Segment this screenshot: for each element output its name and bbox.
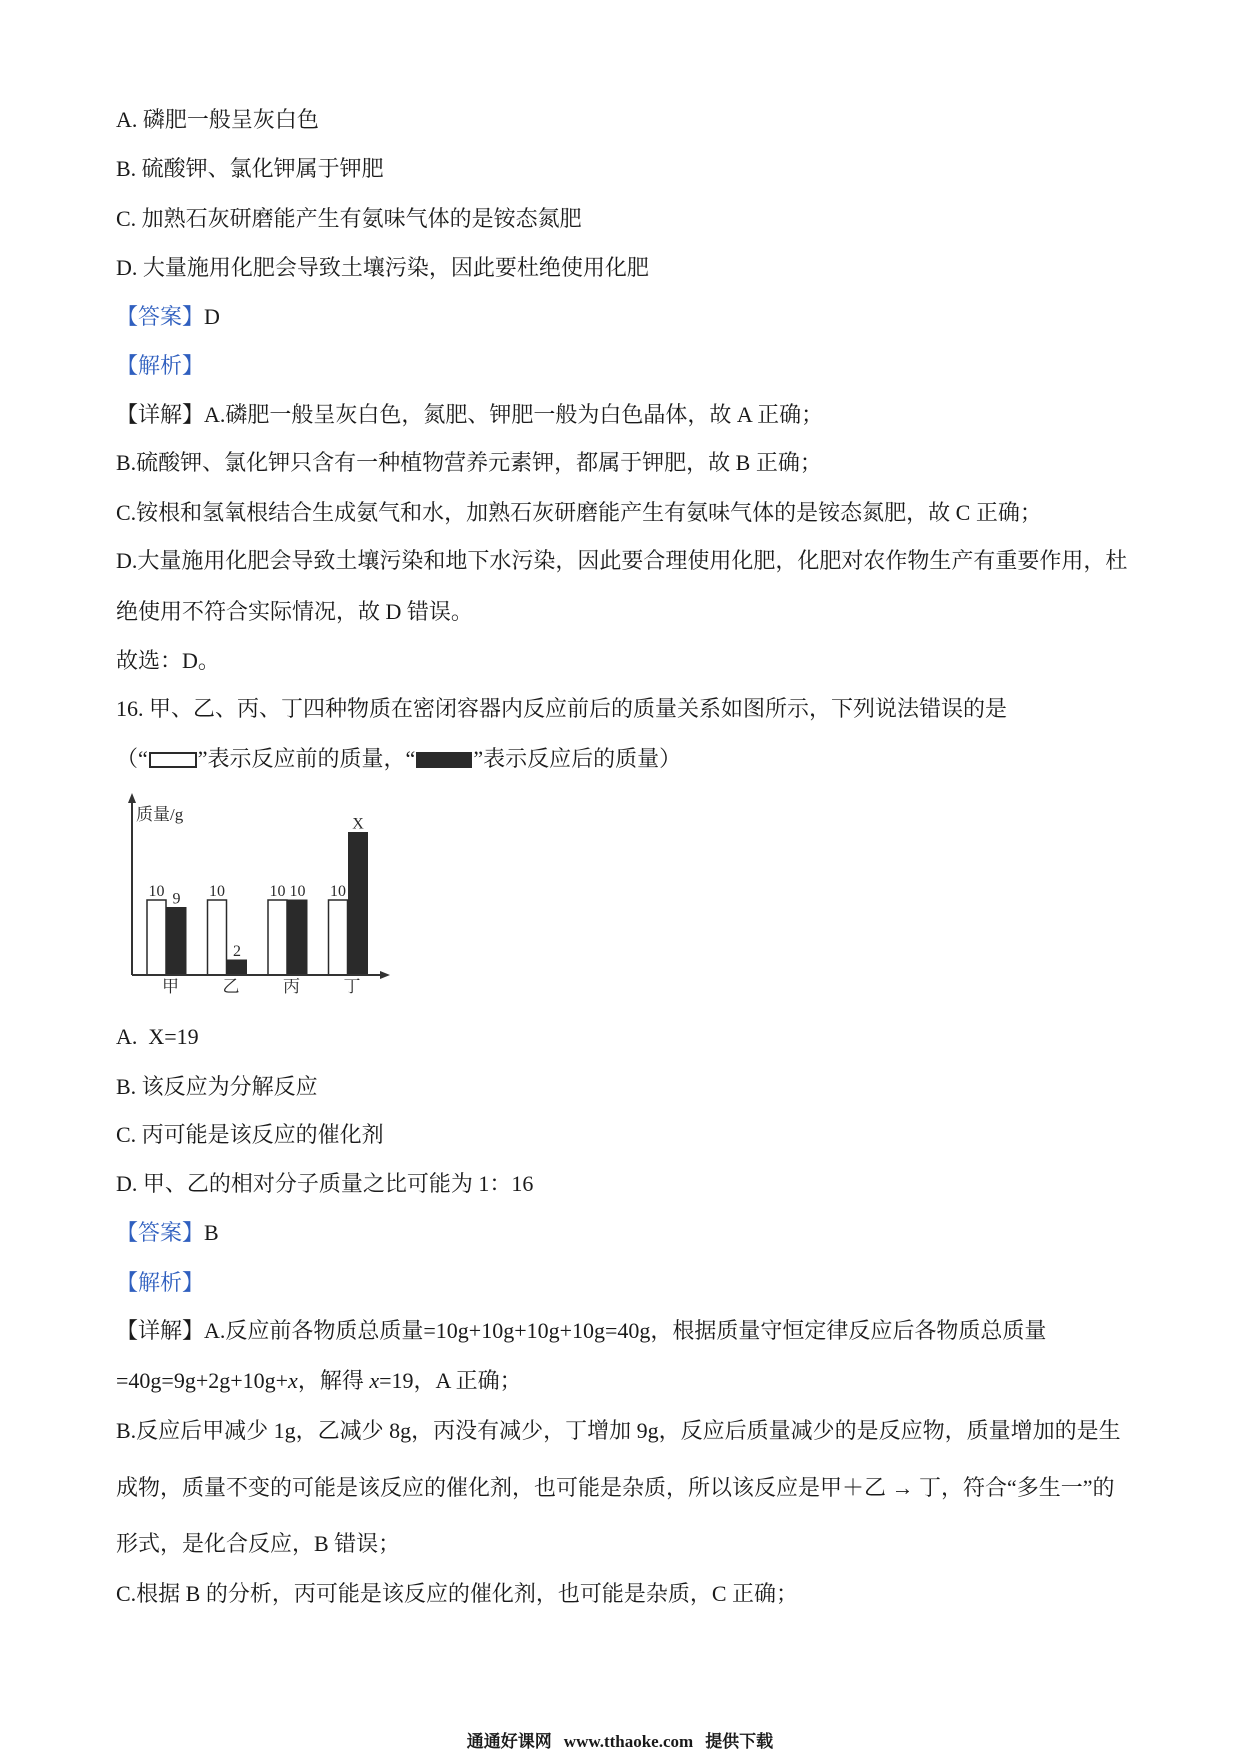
q16-legend-note [116,744,681,774]
q16-detail-line: C.根据 B 的分析，丙可能是该反应的催化剂，也可能是杂质，C 正确； [116,1581,799,1606]
legend-series-after-name: 反应后的质量 [527,746,660,771]
mass-bar-chart [118,785,408,1000]
q16-analysis-heading [116,1268,204,1298]
x-tick-label-1: 甲 [162,977,179,996]
bar-value-label-1-3: 10 [269,883,286,900]
q15-answer [116,302,220,332]
x-tick-label-2: 乙 [222,977,240,996]
q16-option-c: C. 丙可能是该反应的催化剂 [116,1122,384,1147]
legend-open: （“ [116,746,148,771]
q15-option-d: D. 大量施用化肥会导致土壤污染，因此要杜绝使用化肥 [116,255,649,280]
q15-option-c: C. 加熟石灰研磨能产生有氨味气体的是铵态氮肥 [116,206,582,231]
legend-close: ） [659,746,682,771]
analysis-tag: 【解析】 [116,353,205,378]
legend-swatch-after [416,752,472,768]
legend-swatch-before [149,752,197,768]
bar-series-1-2 [208,900,227,975]
q16-detail-line: 形式，是化合反应，B 错误； [116,1531,401,1556]
answer-tag: 【答案】 [116,304,205,329]
q16-option-a: A. X=19 [116,1024,199,1049]
bar-series-1-3 [268,900,287,975]
q15-detail-line: D.大量施用化肥会导致土壤污染和地下水污染，因此要合理使用化肥，化肥对农作物生产有重要作用，杜 [116,548,1128,573]
q16-detail-line: B.反应后甲减少 1g，乙减少 8g，丙没有减少，丁增加 9g，反应后质量减少的是反应物，质量增加的是生 [116,1418,1121,1443]
q16-detail-line: 成物，质量不变的可能是该反应的催化剂，也可能是杂质，所以该反应是甲＋乙 → 丁，符合“多生一”的 [116,1475,1115,1500]
q15-option-a: A. 磷肥一般呈灰白色 [116,107,319,132]
x-axis-arrow-icon [380,971,390,979]
equation-variable: x [288,1368,298,1393]
q16-option-d: D. 甲、乙的相对分子质量之比可能为 1：16 [116,1171,534,1196]
bar-series-1-1 [147,900,166,975]
q16-stem: 16. 甲、乙、丙、丁四种物质在密闭容器内反应前后的质量关系如图所示，下列说法错误的是 [116,696,1008,721]
q15-detail-line: C.铵根和氢氧根结合生成氨气和水，加熟石灰研磨能产生有氨味气体的是铵态氮肥，故 C 正确； [116,500,1042,525]
footer-download-note: 提供下载 [705,1732,774,1751]
x-tick-label-4: 丁 [343,977,361,996]
bar-series-1-4 [329,900,348,975]
bar-value-label-2-3: 10 [289,883,306,900]
page-footer [0,1732,1240,1752]
equation-part: =40g=9g+2g+10g+ [116,1368,289,1393]
answer-value: B [204,1220,219,1245]
equation-variable: x [369,1368,380,1393]
q16-answer [116,1218,219,1248]
answer-value: D [204,304,220,329]
equation-part: =19，A 正确； [379,1368,522,1393]
bar-value-label-2-1: 9 [172,890,181,908]
bar-value-label-1-1: 10 [148,883,165,900]
legend-desc-1: ”表示 [197,746,252,771]
footer-site-url: www.tthaoke.com [563,1732,694,1751]
bar-series-2-3 [288,900,307,975]
q15-conclusion: 故选：D。 [116,648,220,673]
bar-series-2-1 [167,908,186,976]
bar-series-2-2 [228,960,247,975]
q15-detail-line: 【详解】A.磷肥一般呈灰白色，氮肥、钾肥一般为白色晶体，故 A 正确； [116,402,824,427]
x-tick-label-3: 丙 [283,977,300,996]
q15-detail-line: 绝使用不符合实际情况，故 D 错误。 [116,599,473,624]
q15-analysis-heading [116,351,204,381]
bar-value-label-1-4: 10 [330,883,346,900]
bar-value-label-1-2: 10 [209,883,225,900]
legend-separator: ，“ [383,746,416,771]
q16-option-b: B. 该反应为分解反应 [116,1074,318,1099]
footer-site-name: 通通好课网 [466,1732,552,1751]
bar-series-2-4 [349,833,368,976]
bar-value-label-2-2: 2 [233,943,241,960]
legend-series-before-name: 反应前的质量 [251,746,384,771]
y-axis-arrow-icon [128,793,136,803]
bar-value-label-2-4: X [352,815,364,833]
analysis-tag: 【解析】 [116,1270,205,1295]
q15-option-b: B. 硫酸钾、氯化钾属于钾肥 [116,156,384,181]
equation-part: ，解得 [297,1368,370,1393]
q16-detail-line: 【详解】A.反应前各物质总质量=10g+10g+10g+10g=40g，根据质量守恒定律反应后各物质总质量 [116,1318,1047,1343]
y-axis-label: 质量/g [136,805,184,824]
legend-desc-2: ”表示 [473,746,528,771]
q16-detail-equation [116,1366,522,1396]
q15-detail-line: B.硫酸钾、氯化钾只含有一种植物营养元素钾，都属于钾肥，故 B 正确； [116,450,822,475]
answer-tag: 【答案】 [116,1220,205,1245]
